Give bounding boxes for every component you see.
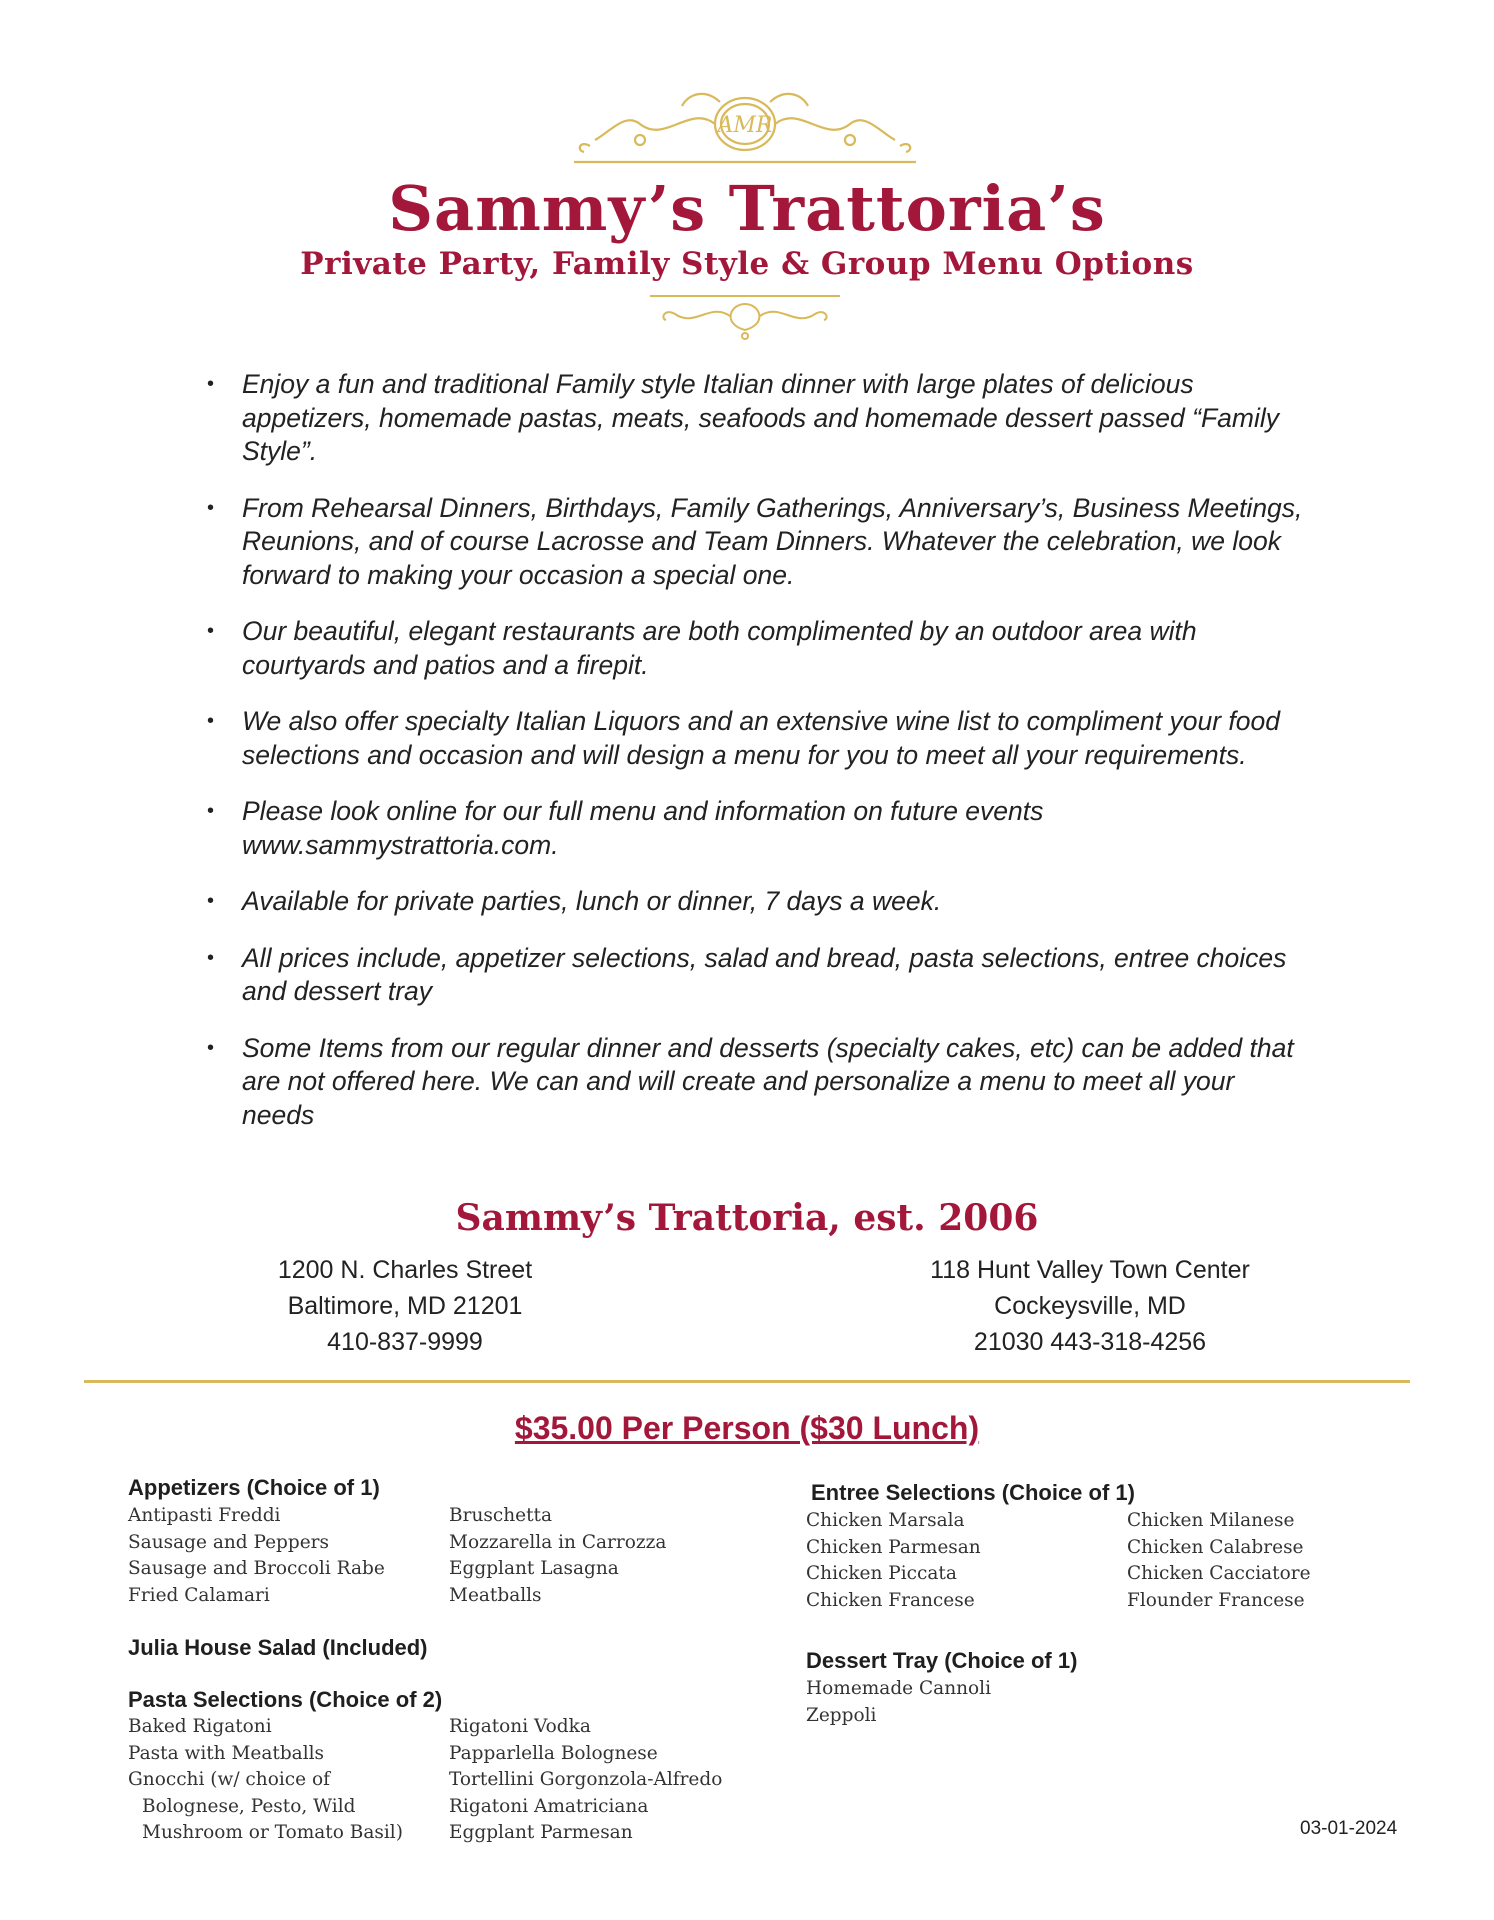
menu-subtitle: Private Party, Family Style & Group Menu Options [300, 246, 1194, 282]
address-city: Baltimore, MD 21201 [287, 1292, 523, 1320]
list-item: Baked Rigatoni [128, 1716, 272, 1737]
list-item: Antipasti Freddi [128, 1505, 281, 1526]
list-item: Flounder Francese [1127, 1589, 1305, 1611]
address-street: 1200 N. Charles Street [277, 1256, 533, 1284]
list-item: • All prices include, appetizer selections, salad and bread, pasta selections, entree choices and dessert tray [207, 942, 1287, 1006]
bullet-icon: • [207, 620, 215, 642]
list-item: • Some Items from our regular dinner and desserts (specialty cakes, etc) can be added that are not offered here. We can and will create and personalize a menu to meet all your needs [207, 1032, 1294, 1130]
dessert-list [806, 1676, 991, 1729]
list-item: Zeppoli [806, 1704, 877, 1726]
entree-col1 [806, 1508, 981, 1614]
list-item: Chicken Parmesan [806, 1536, 981, 1558]
pasta-title: Pasta Selections (Choice of 2) [128, 1687, 443, 1712]
list-item: • From Rehearsal Dinners, Birthdays, Family Gatherings, Anniversary’s, Business Meetings, Reunions, and of course Lacrosse and Team Dinners. Whatever the celebration, we look forward to making your occasion a special one. [207, 492, 1303, 590]
list-item: Tortellini Gorgonzola-Alfredo [449, 1769, 723, 1790]
list-item: • Our beautiful, elegant restaurants are both complimented by an outdoor area with courtyards and patios and a firepit. [207, 616, 1197, 680]
list-item: Chicken Calabrese [1127, 1536, 1304, 1558]
address-phone: 21030 443-318-4256 [973, 1328, 1207, 1356]
location-cockeysville [870, 1252, 1310, 1360]
bullet-icon: • [207, 496, 215, 519]
list-item: Eggplant Lasagna [449, 1558, 619, 1579]
list-item: • We also offer specialty Italian Liquors and an extensive wine list to compliment your food selections and occasion and will design a menu for you to meet all your requirements. [207, 706, 1280, 770]
list-item: Meatballs [449, 1584, 542, 1606]
bullet-icon: • [207, 373, 215, 395]
list-item: Mozzarella in Carrozza [449, 1531, 667, 1553]
location-baltimore [225, 1252, 585, 1360]
address-street: 118 Hunt Valley Town Center [930, 1256, 1250, 1284]
list-item: Bruschetta [449, 1505, 552, 1526]
list-item: Mushroom or Tomato Basil) [142, 1822, 403, 1843]
established-heading: Sammy’s Trattoria, est. 2006 [455, 1197, 1039, 1239]
list-item: • Please look online for our full menu and information on future events www.sammystrattoria.com. [207, 796, 1044, 860]
list-item: Gnocchi (w/ choice of [128, 1769, 330, 1790]
appetizers-title: Appetizers (Choice of 1) [128, 1475, 380, 1500]
list-item: Chicken Piccata [806, 1563, 957, 1584]
list-item: Chicken Cacciatore [1127, 1563, 1311, 1584]
list-item: Chicken Francese [806, 1589, 975, 1611]
menu-date: 03-01-2024 [1300, 1818, 1398, 1839]
list-item: Chicken Marsala [806, 1510, 965, 1531]
restaurant-title: Sammy’s Trattoria’s [388, 172, 1106, 245]
list-item: Pasta with Meatballs [128, 1742, 325, 1764]
list-item: Bolognese, Pesto, Wild [142, 1795, 356, 1817]
divider-ornament [650, 290, 840, 342]
bullet-icon: • [207, 710, 215, 732]
list-item: Chicken Milanese [1127, 1510, 1295, 1531]
crest-ornament-top [570, 84, 920, 176]
salad-title: Julia House Salad (Included) [128, 1635, 428, 1660]
list-item: Sausage and Peppers [128, 1531, 330, 1553]
pasta-col1 [128, 1714, 403, 1847]
list-item: Fried Calamari [128, 1584, 270, 1606]
bullet-icon: • [207, 1036, 215, 1059]
address-phone: 410-837-9999 [327, 1328, 483, 1356]
bullet-icon: • [207, 800, 215, 822]
list-item: Sausage and Broccoli Rabe [128, 1558, 385, 1579]
list-item: Rigatoni Amatriciana [449, 1795, 649, 1817]
list-item: Eggplant Parmesan [449, 1822, 633, 1843]
pasta-col2 [449, 1714, 722, 1847]
list-item: Homemade Cannoli [806, 1678, 991, 1699]
appetizers-col1 [128, 1503, 385, 1609]
svg-text:AMR: AMR [717, 113, 773, 138]
list-item: Rigatoni Vodka [449, 1716, 591, 1737]
list-item: Papparlella Bolognese [449, 1742, 658, 1764]
gold-divider [84, 1380, 1410, 1383]
price-heading: $35.00 Per Person ($30 Lunch) [514, 1410, 980, 1446]
dessert-title: Dessert Tray (Choice of 1) [806, 1648, 1078, 1673]
entree-col2 [1127, 1508, 1311, 1614]
feature-bullet-list [205, 368, 1305, 1155]
list-item: • Available for private parties, lunch or dinner, 7 days a week. [205, 885, 1305, 919]
bullet-icon: • [207, 890, 215, 912]
list-item: • Enjoy a fun and traditional Family style Italian dinner with large plates of delicious appetizers, homemade pastas, meats, seafoods and homemade dessert passed “Family Style”. [207, 369, 1279, 466]
appetizers-col2 [449, 1503, 666, 1609]
address-city: Cockeysville, MD [994, 1292, 1186, 1320]
entree-title: Entree Selections (Choice of 1) [811, 1480, 1135, 1505]
bullet-icon: • [207, 946, 215, 969]
